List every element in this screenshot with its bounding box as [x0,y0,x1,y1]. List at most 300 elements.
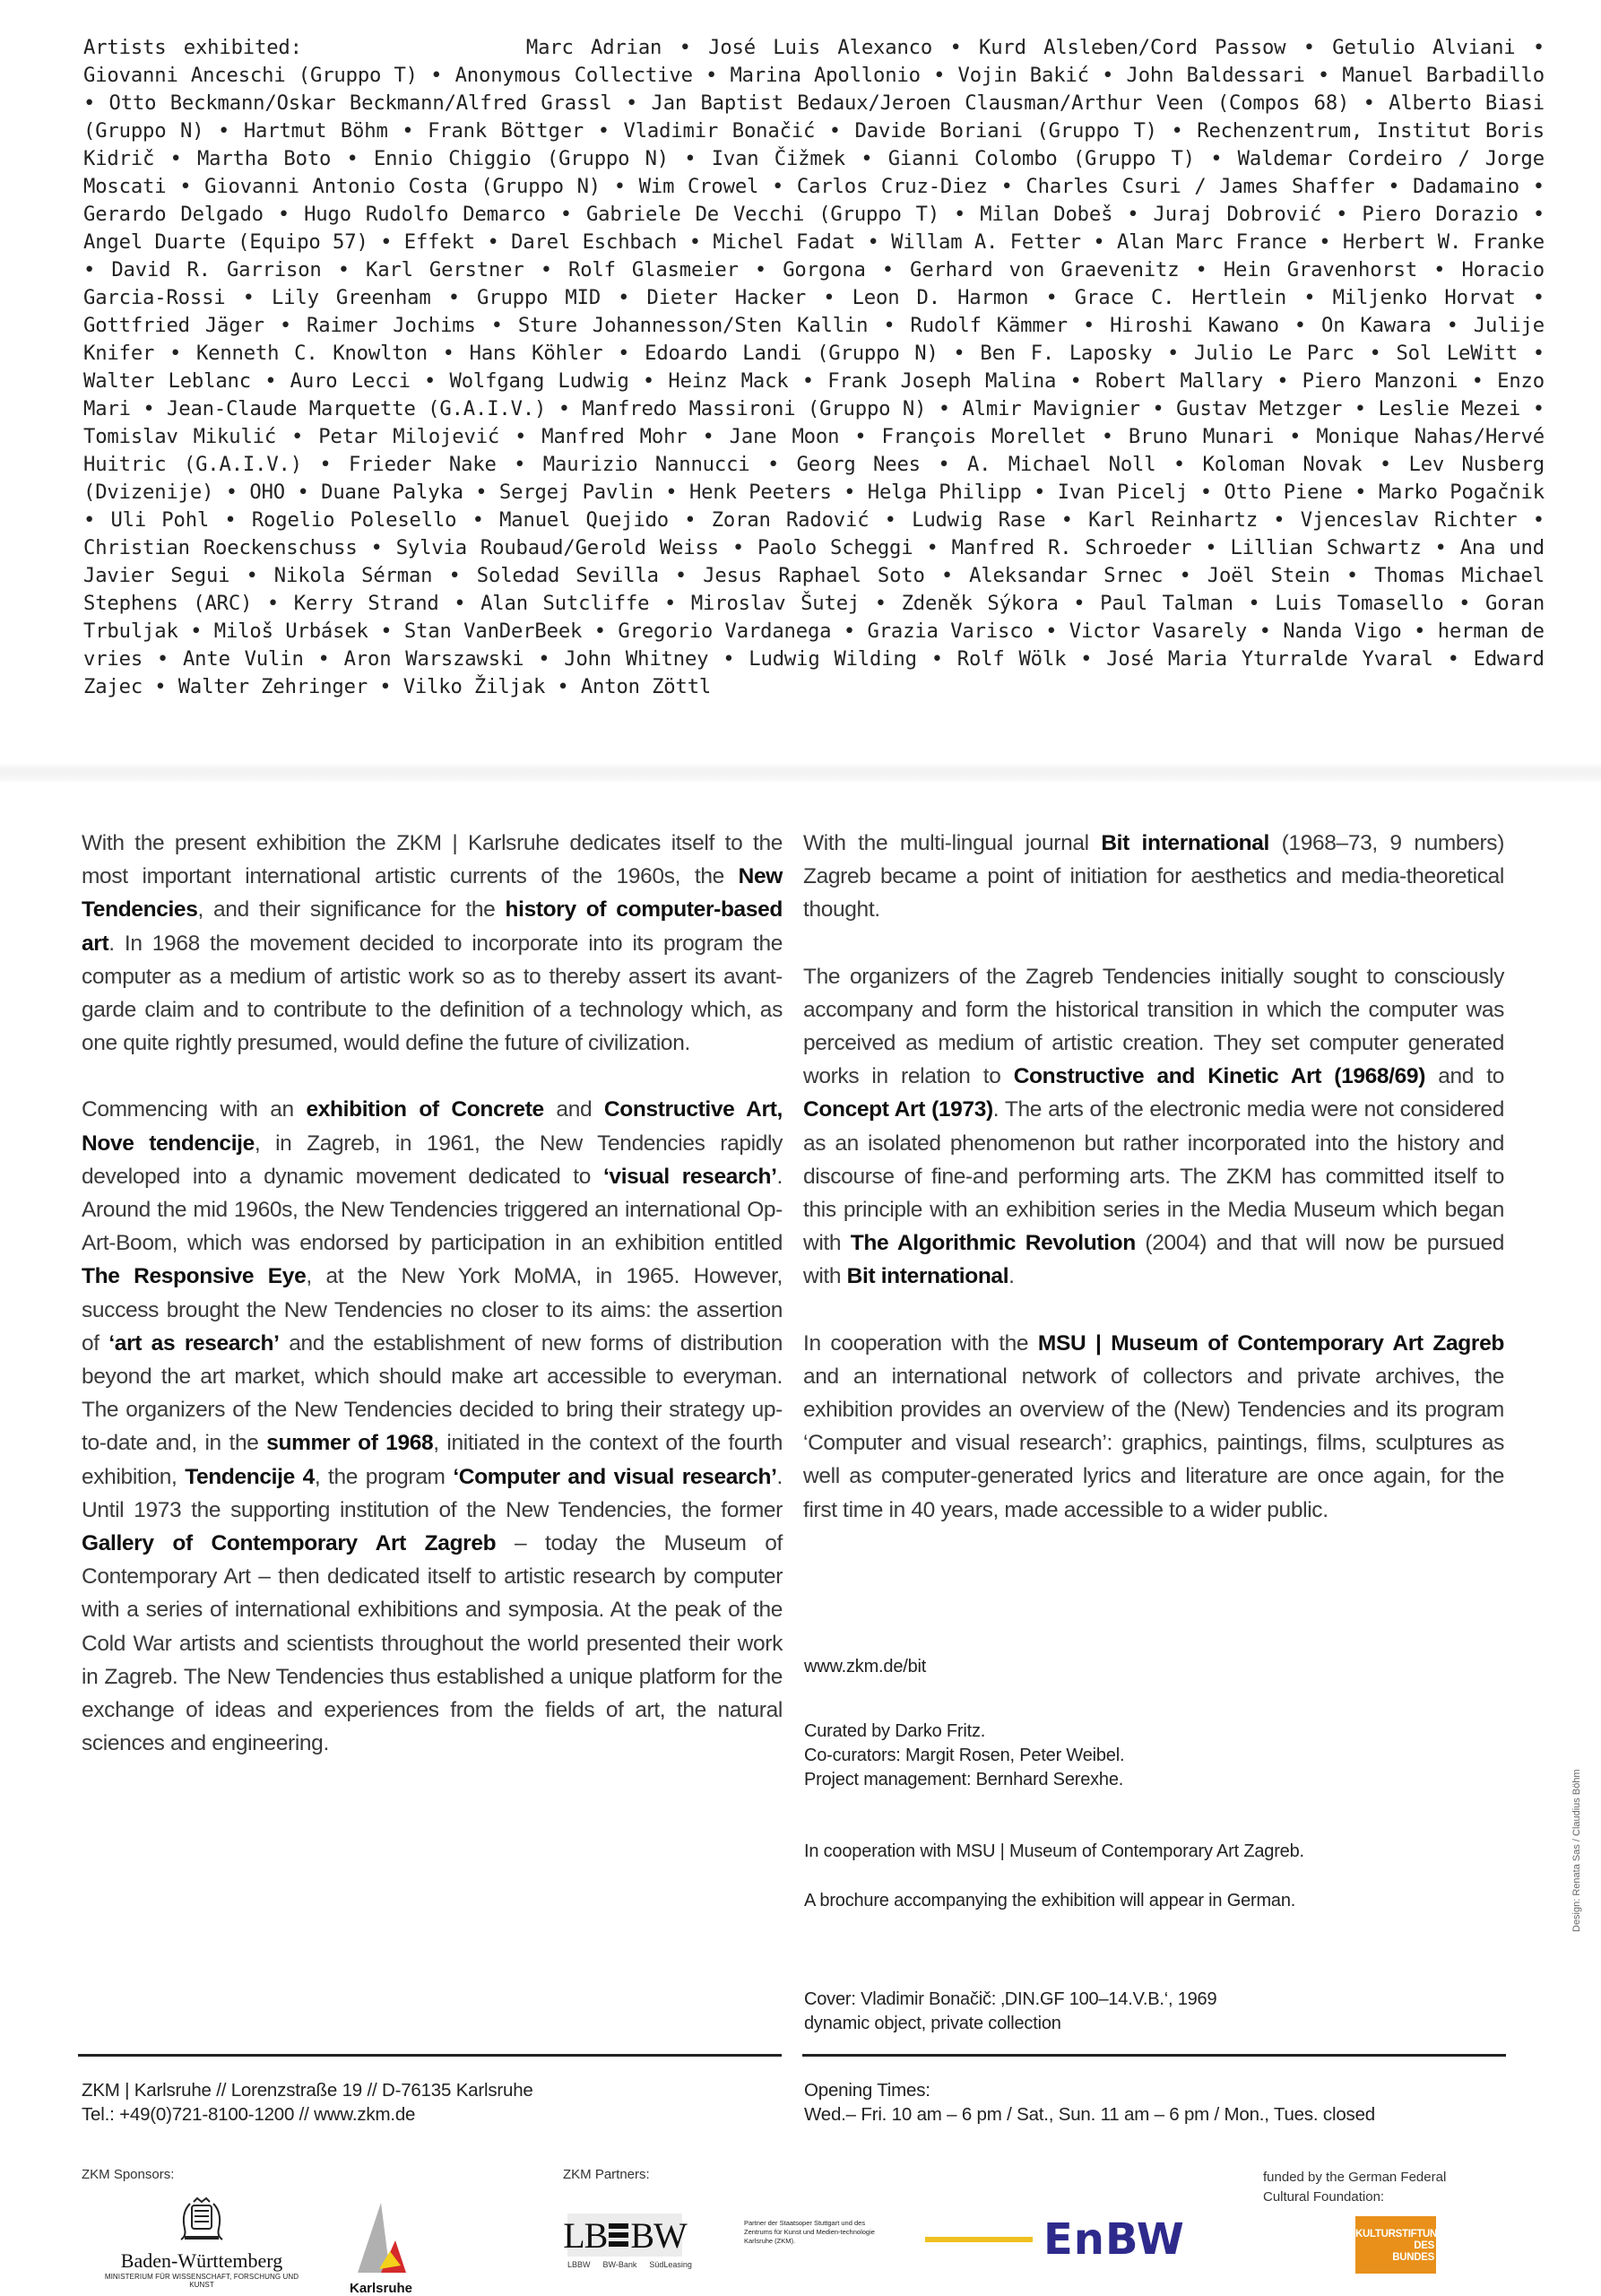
artist-name: Uli Pohl [110,508,210,532]
enbw-line-icon [925,2237,1033,2242]
artist-name: Tomislav Mikulić [83,425,277,448]
artist-name: David R. Garrison [111,258,322,282]
paragraph [803,1327,1504,1527]
bullet-separator: • [558,397,570,420]
emphasis: ‘visual research’ [602,1164,777,1189]
artist-name: Gerardo Delgado [83,203,264,226]
bullet-separator: • [1379,453,1392,476]
bullet-separator: • [618,286,630,309]
artist-name: Hiroshi Kawano [1110,314,1279,337]
emphasis: summer of 1968 [266,1431,434,1456]
kultur-line: KULTURSTIFTUNG [1355,2229,1445,2240]
bullet-separator: • [723,647,735,671]
bullet-separator: • [1363,91,1375,115]
artist-name: Miljenko Horvat [1332,286,1516,309]
artist-name: Nikola Sérman [273,564,433,587]
bullet-separator: • [169,147,182,170]
artist-name: Dadamaino [1413,175,1520,198]
bullet-separator: • [380,230,393,254]
bullet-separator: • [1434,536,1447,559]
karlsruhe-triangle-icon [354,2201,408,2276]
bullet-separator: • [279,314,292,337]
bullet-separator: • [1447,647,1459,671]
emphasis: exhibition of Concrete [306,1097,544,1122]
bullet-separator: • [823,286,835,309]
artist-name: Hans Köhler [469,342,603,365]
artist-name: John Whitney [564,647,709,671]
bullet-separator: • [487,230,499,254]
artist-name: Thomas Michael Stephens (ARC) [83,564,1545,615]
artist-name: Gabriele De Vecchi (Gruppo T) [585,203,940,226]
bw-ministry: MINISTERIUM FÜR WISSENSCHAFT, FORSCHUNG UND KUNST [104,2273,299,2289]
bullet-separator: • [1171,119,1183,143]
bullet-separator: • [867,230,879,254]
bullet-separator: • [424,369,437,393]
bullet-separator: • [881,258,894,282]
bullet-separator: • [664,592,677,615]
artist-name: Almir Mavignier [962,397,1140,420]
bullet-separator: • [156,647,169,671]
bullet-separator: • [1199,481,1212,504]
curated-by: Curated by Darko Fritz. [804,1721,986,1741]
bullet-separator: • [1319,230,1331,254]
bullet-separator: • [319,453,332,476]
bullet-separator: • [665,481,678,504]
artist-name: Karl Reinhartz [1088,508,1259,532]
text-run: and to [1425,1064,1504,1089]
text-run: . [1008,1264,1015,1289]
bullet-separator: • [346,147,359,170]
bullet-separator: • [246,564,258,587]
bullet-separator: • [1093,230,1105,254]
bullet-separator: • [930,647,943,671]
artist-name: Lev Nusberg (Dvizenije) [83,453,1545,504]
lbbw-bars-icon [609,2223,628,2247]
bullet-separator: • [1101,425,1113,448]
artist-name: Paolo Scheggi [757,536,913,559]
artist-name: Giovanni Anceschi (Gruppo T) [83,64,418,87]
bullet-separator: • [1127,203,1139,226]
bullet-separator: • [277,203,290,226]
bullet-separator: • [1433,258,1446,282]
artist-name: Aron Warszawski [343,647,524,671]
artist-name: Julio Le Parc [1194,342,1354,365]
intro-column-right [803,827,1504,1560]
artist-name: Georg Nees [796,453,921,476]
artist-name: OHO [249,481,286,504]
artist-name: Otto Beckmann/Oskar Beckmann/Alfred Grassl [108,91,612,115]
artist-name: Vladimir Bonačić [623,119,816,143]
divider-right [802,2054,1506,2057]
bullet-separator: • [874,592,887,615]
opening-times-hours: Wed.– Fri. 10 am – 6 pm / Sat., Sun. 11 am – 6 pm / Mon., Tues. closed [804,2104,1375,2125]
bullet-separator: • [559,203,572,226]
bullet-separator: • [242,286,255,309]
artist-name: Raimer Jochims [307,314,476,337]
bullet-separator: • [674,564,688,587]
enbw-wordmark: EnBW [1043,2214,1185,2265]
bullet-separator: • [154,675,167,698]
bullet-separator: • [1354,397,1366,420]
artist-name: herman de vries [83,619,1545,671]
cover-caption-line2: dynamic object, private collection [804,2014,1061,2033]
text-run: , and their significance for the [197,897,506,923]
artist-name: Grace C. Hertlein [1074,286,1287,309]
artist-name: Helga Philipp [867,481,1022,504]
bullet-separator: • [1532,203,1545,226]
emphasis: Constructive Art, Nove tendencije [82,1097,783,1156]
bullet-separator: • [514,453,526,476]
artist-name: Vilko Žiljak [402,675,546,698]
bullet-separator: • [1248,592,1260,615]
artist-name: Kurd Alsleben/Cord Passow [978,36,1286,59]
bullet-separator: • [625,91,638,115]
bullet-separator: • [938,397,950,420]
artist-name: On Kawara [1320,314,1432,337]
artist-name: Jean-Claude Marquette (G.A.I.V.) [167,397,547,420]
artist-name: Sylvia Roubaud/Gerold Weiss [395,536,719,559]
artist-name: Goran Trbuljak [83,592,1545,643]
bullet-separator: • [883,314,896,337]
bullet-separator: • [472,508,484,532]
text-run: and an international network of collectors and private archives, the exhibition provides an overview of the (New) Tendencies and its program ‘Computer and visual research’: graphics, paintings, films, sculptures as well as computer-generated lyrics and literature are once again, for the first time in 40 years, made accessible to a wider public. [803,1364,1504,1522]
bullet-separator: • [83,258,96,282]
artist-name: Waldemar Cordeiro / Jorge Moscati [83,147,1545,198]
bullet-separator: • [1045,286,1058,309]
opening-times-label: Opening Times: [804,2080,930,2101]
artist-name: Vojin Bakić [957,64,1089,87]
artist-name: Rechenzentrum, Institut Boris Kidrič [83,119,1545,170]
website-link[interactable]: www.zkm.de/bit [804,1657,927,1677]
bullet-separator: • [1173,453,1186,476]
emphasis: Concept Art (1973) [803,1097,993,1122]
bullet-separator: • [1388,175,1400,198]
bullet-separator: • [1294,314,1307,337]
text-run: . Around the mid 1960s, the New Tendencies triggered an international Op-Art-Boom, which was endorsed by participation in an exhibition entitled [82,1164,783,1256]
bullet-separator: • [557,675,569,698]
artist-name: François Morellet [881,425,1086,448]
emphasis: ‘Computer and visual research’ [453,1464,777,1489]
bullet-separator: • [190,619,203,643]
bullet-separator: • [475,481,488,504]
artist-name: Jesus Raphael Soto [703,564,925,587]
bullet-separator: • [1045,619,1058,643]
karlsruhe-logo [341,2201,421,2296]
divider-left [78,2054,782,2057]
text-run: and the establishment of new forms of distribution beyond the art market, which should make art accessible to everyman. The organizers of the New Tendencies decided to bring their strategy up-to-date and, in the [82,1330,783,1456]
bullet-separator: • [828,119,841,143]
bullet-separator: • [317,647,330,671]
artist-name: Hein Gravenhorst [1223,258,1418,282]
paragraph [82,1093,783,1760]
address-line: ZKM | Karlsruhe // Lorenzstraße 19 // D-76135 Karlsruhe [82,2080,533,2101]
artist-name: Edoardo Landi (Gruppo N) [645,342,939,365]
bullet-separator: • [884,508,896,532]
bullet-separator: • [926,536,939,559]
artist-name: Frank Böttger [428,119,584,143]
bullet-separator: • [801,369,814,393]
artist-name: Wim Crowel [638,175,759,198]
sponsors-label: ZKM Sponsors: [82,2167,175,2182]
bullet-separator: • [688,230,701,254]
artist-name: Miroslav Šutej [690,592,861,615]
lbbw-left: LB [563,2214,608,2256]
bullet-separator: • [1317,64,1330,87]
bullet-separator: • [933,64,946,87]
artist-name: Julije Knifer [83,314,1545,365]
artist-name: Rogelio Polesello [251,508,457,532]
bullet-separator: • [940,564,954,587]
artist-name: Ludwig Rase [912,508,1046,532]
artist-name: Gottfried Jäger [83,314,264,337]
artist-name: Rolf Wölk [956,647,1067,671]
credits [804,1720,1124,1792]
emphasis: The Responsive Eye [82,1264,307,1289]
artist-name: Sture Johannesson/Sten Kallin [517,314,869,337]
artist-name: Stan VanDerBeek [403,619,583,643]
bullet-separator: • [490,314,503,337]
emphasis: Tendencije 4 [185,1464,315,1489]
artist-name: Karl Gerstner [366,258,524,282]
artist-name: Rolf Glasmeier [568,258,739,282]
kulturstiftung-logo [1355,2216,1445,2274]
bullet-separator: • [1205,536,1217,559]
bullet-separator: • [642,369,655,393]
artist-name: Aleksandar Srnec [969,564,1164,587]
emphasis: history of computer-based art [82,897,783,956]
artist-name: Angel Duarte (Equipo 57) [83,230,368,254]
bullet-separator: • [1336,203,1348,226]
text-run: (1968–73, 9 numbers) Zagreb became a point of initiation for aesthetics and media-theoretical thought. [803,831,1504,923]
artist-name: Frank Joseph Malina [827,369,1057,393]
artist-name: Ivan Čižmek [711,147,845,170]
artist-name: Soledad Sevilla [476,564,659,587]
emphasis: MSU | Museum of Contemporary Art Zagreb [1037,1330,1504,1356]
bullet-separator: • [954,203,966,226]
artist-name: Ante Vulin [182,647,304,671]
enbw-logo [925,2214,1185,2265]
artist-name: Ennio Chiggio (Gruppo N) [373,147,669,170]
bullet-separator: • [1532,342,1545,365]
artist-name: Effekt [403,230,476,254]
artist-name: Anton Zöttl [580,675,712,698]
emphasis: New Tendencies [82,864,783,923]
bullet-separator: • [1259,619,1271,643]
cover-caption-line1: Cover: Vladimir Bonačič: ‚DIN.GF 100–14.V.B.‘, 1969 [804,1989,1217,2009]
artist-name: Zoran Radović [711,508,870,532]
artist-name: Gruppo MID [477,286,601,309]
bullet-separator: • [179,175,192,198]
artist-name: Marko Pogačnik [1378,481,1545,504]
artist-name: Manuel Barbadillo [1342,64,1545,87]
baden-wuerttemberg-logo [99,2196,305,2289]
bullet-separator: • [143,397,155,420]
text-run: . The arts of the electronic media were not considered as an isolated phenomenon but rather incorporated into the history and discourse of fine-and performing arts. The ZKM has committed itself to this principle with an exhibition series in the Media Museum which began with [803,1097,1504,1256]
artist-name: Petar Milojević [318,425,500,448]
lbbw-wordmark [563,2214,687,2257]
artist-name: Duane Palyka [321,481,463,504]
artist-name: Ben F. Laposky [980,342,1153,365]
artist-name: Rudolf Kämmer [910,314,1068,337]
bullet-separator: • [442,342,454,365]
bullet-separator: • [731,536,745,559]
bullet-separator: • [1532,508,1545,532]
text-run: , initiated in the context of the fourth exhibition, [82,1431,783,1489]
emphasis: ‘art as research’ [108,1330,280,1356]
artists-panel [0,0,1601,762]
funded-line2: Cultural Foundation: [1263,2189,1385,2205]
artist-name: José Luis Alexanco [708,36,933,59]
bw-name: Baden-Württemberg [120,2249,283,2272]
bullet-separator: • [225,481,238,504]
text-run: , at the New York MoMA, in 1965. However, success brought the New Tendencies no closer to its aims: the assertion of [82,1264,783,1356]
bullet-separator: • [684,508,697,532]
bullet-separator: • [1073,592,1086,615]
artist-name: Kenneth C. Knowlton [195,342,428,365]
artist-name: Kerry Strand [293,592,439,615]
address-block [82,2078,533,2127]
bullet-separator: • [266,592,280,615]
bullet-separator: • [540,258,552,282]
bullet-separator: • [684,147,697,170]
artist-name: Juraj Dobrović [1153,203,1322,226]
bullet-separator: • [679,36,691,59]
artist-name: Ana und Javier Segui [83,536,1545,587]
bullet-separator: • [618,342,630,365]
bullet-separator: • [1302,36,1315,59]
bullet-separator: • [613,175,626,198]
artist-name: Dieter Hacker [646,286,807,309]
bullet-separator: • [1303,286,1316,309]
bullet-separator: • [297,481,309,504]
bullet-separator: • [1080,647,1093,671]
lbbw-partner-note: Partner der Staatsoper Stuttgart und des Zentrums für Kunst und Medien-technologie Karlsruhe (ZKM). [744,2219,875,2245]
brochure-note: A brochure accompanying the exhibition will appear in German. [804,1891,1296,1910]
artists-label: Artists exhibited: [83,36,302,59]
bullet-separator: • [593,619,606,643]
bullet-separator: • [1060,508,1073,532]
artist-name: Sol LeWitt [1396,342,1519,365]
contact-line: Tel.: +49(0)721-8100-1200 // www.zkm.de [82,2104,416,2125]
text-run: The organizers of the Zagreb Tendencies initially sought to consciously accompany and form the historical transition in which the computer was perceived as medium of artistic creation. They set computer generated works in relation to [803,964,1504,1089]
artist-name: Walter Zehringer [177,675,368,698]
bullet-separator: • [844,481,856,504]
artist-name: José Maria Yturralde Yvaral [1106,647,1433,671]
bullet-separator: • [370,536,383,559]
artist-name: Gustav Metzger [1176,397,1343,420]
bullet-separator: • [1000,175,1013,198]
artist-name: Bruno Munari [1128,425,1275,448]
artist-name: Frieder Nake [349,453,497,476]
intro-column-left [82,827,783,1793]
kultur-line: DES [1414,2240,1434,2251]
bullet-separator: • [1354,481,1367,504]
artist-name: Koloman Novak [1202,453,1363,476]
artist-name: Charles Csuri / James Shaffer [1026,175,1375,198]
artist-name: Gianni Colombo (Gruppo T) [887,147,1195,170]
artist-name: Edward Zajec [83,647,1545,698]
text-run: , in Zagreb, in 1961, the New Tendencies rapidly developed into a dynamic movement dedicated to [82,1131,783,1189]
bullet-separator: • [1273,508,1285,532]
artist-name: Leslie Mezei [1378,397,1521,420]
bullet-separator: • [1532,286,1545,309]
artist-name: Ivan Picelj [1057,481,1189,504]
text-run: , the program [314,1464,454,1489]
bullet-separator: • [1179,564,1191,587]
bullet-separator: • [291,425,304,448]
artist-name: Sergej Pavlin [498,481,653,504]
artist-name: Victor Vasarely [1069,619,1248,643]
artist-name: Lily Greenham [271,286,431,309]
artist-name: Monique Nahas/Hervé Huitric (G.A.I.V.) [83,425,1545,476]
emphasis: Bit international [846,1264,1009,1289]
bullet-separator: • [1102,64,1114,87]
artist-name: Gregorio Vardanega [618,619,832,643]
bullet-separator: • [430,64,443,87]
artist-name: Alan Sutcliffe [480,592,650,615]
artist-name: Darel Eschbach [511,230,678,254]
artist-name: Paul Talman [1100,592,1233,615]
artist-name: Manfred R. Schroeder [951,536,1192,559]
bullet-separator: • [1458,592,1471,615]
bullet-separator: • [861,147,873,170]
bullet-separator: • [1082,314,1095,337]
artists-list [83,34,1545,701]
artist-name: Carlos Cruz-Diez [796,175,988,198]
text-run: (2004) and that will now be pursued with [803,1231,1504,1289]
artist-name: Horacio Garcia-Rossi [83,258,1545,309]
text-run: . Until 1973 the supporting institution of the New Tendencies, the former [82,1464,783,1522]
paragraph [803,960,1504,1294]
bullet-separator: • [515,425,527,448]
lbbw-right: BW [630,2214,687,2256]
artist-name: Willam A. Fetter [891,230,1081,254]
artist-name: Maurizio Nannucci [542,453,750,476]
bullet-separator: • [538,647,550,671]
artist-name: Otto Piene [1224,481,1343,504]
karlsruhe-name: Karlsruhe [349,2281,413,2296]
project-management: Project management: Bernhard Serexhe. [804,1770,1124,1789]
paper-fold [0,762,1601,782]
bullet-separator: • [1471,369,1484,393]
bullet-separator: • [1532,175,1545,198]
artist-name: Henk Peeters [688,481,832,504]
artist-names [83,36,1545,698]
bullet-separator: • [1289,425,1302,448]
artist-name: Leon D. Harmon [852,286,1029,309]
artist-name: Auro Lecci [290,369,411,393]
design-credit: Design: Renata Sas / Claudius Böhm [1571,1769,1582,1932]
artist-name: Miloš Urbásek [213,619,368,643]
artist-name: Hugo Rudolfo Demarco [304,203,546,226]
artist-name: Wolfgang Ludwig [449,369,629,393]
bullet-separator: • [454,592,466,615]
artist-name: Gerhard von Graevenitz [910,258,1180,282]
bullet-separator: • [938,453,950,476]
bullet-separator: • [771,175,784,198]
bullet-separator: • [854,425,867,448]
bullet-separator: • [1210,147,1223,170]
artist-name: Vjenceslav Richter [1300,508,1518,532]
artist-name: Zdeněk Sýkora [901,592,1059,615]
bullet-separator: • [448,564,461,587]
artist-name: Piero Manzoni [1302,369,1458,393]
bullet-separator: • [1414,619,1426,643]
artist-name: John Baldessari [1126,64,1305,87]
emphasis: Bit international [1101,831,1270,855]
bullet-separator: • [949,36,962,59]
lbbw-sub: SüdLeasing [649,2260,692,2269]
